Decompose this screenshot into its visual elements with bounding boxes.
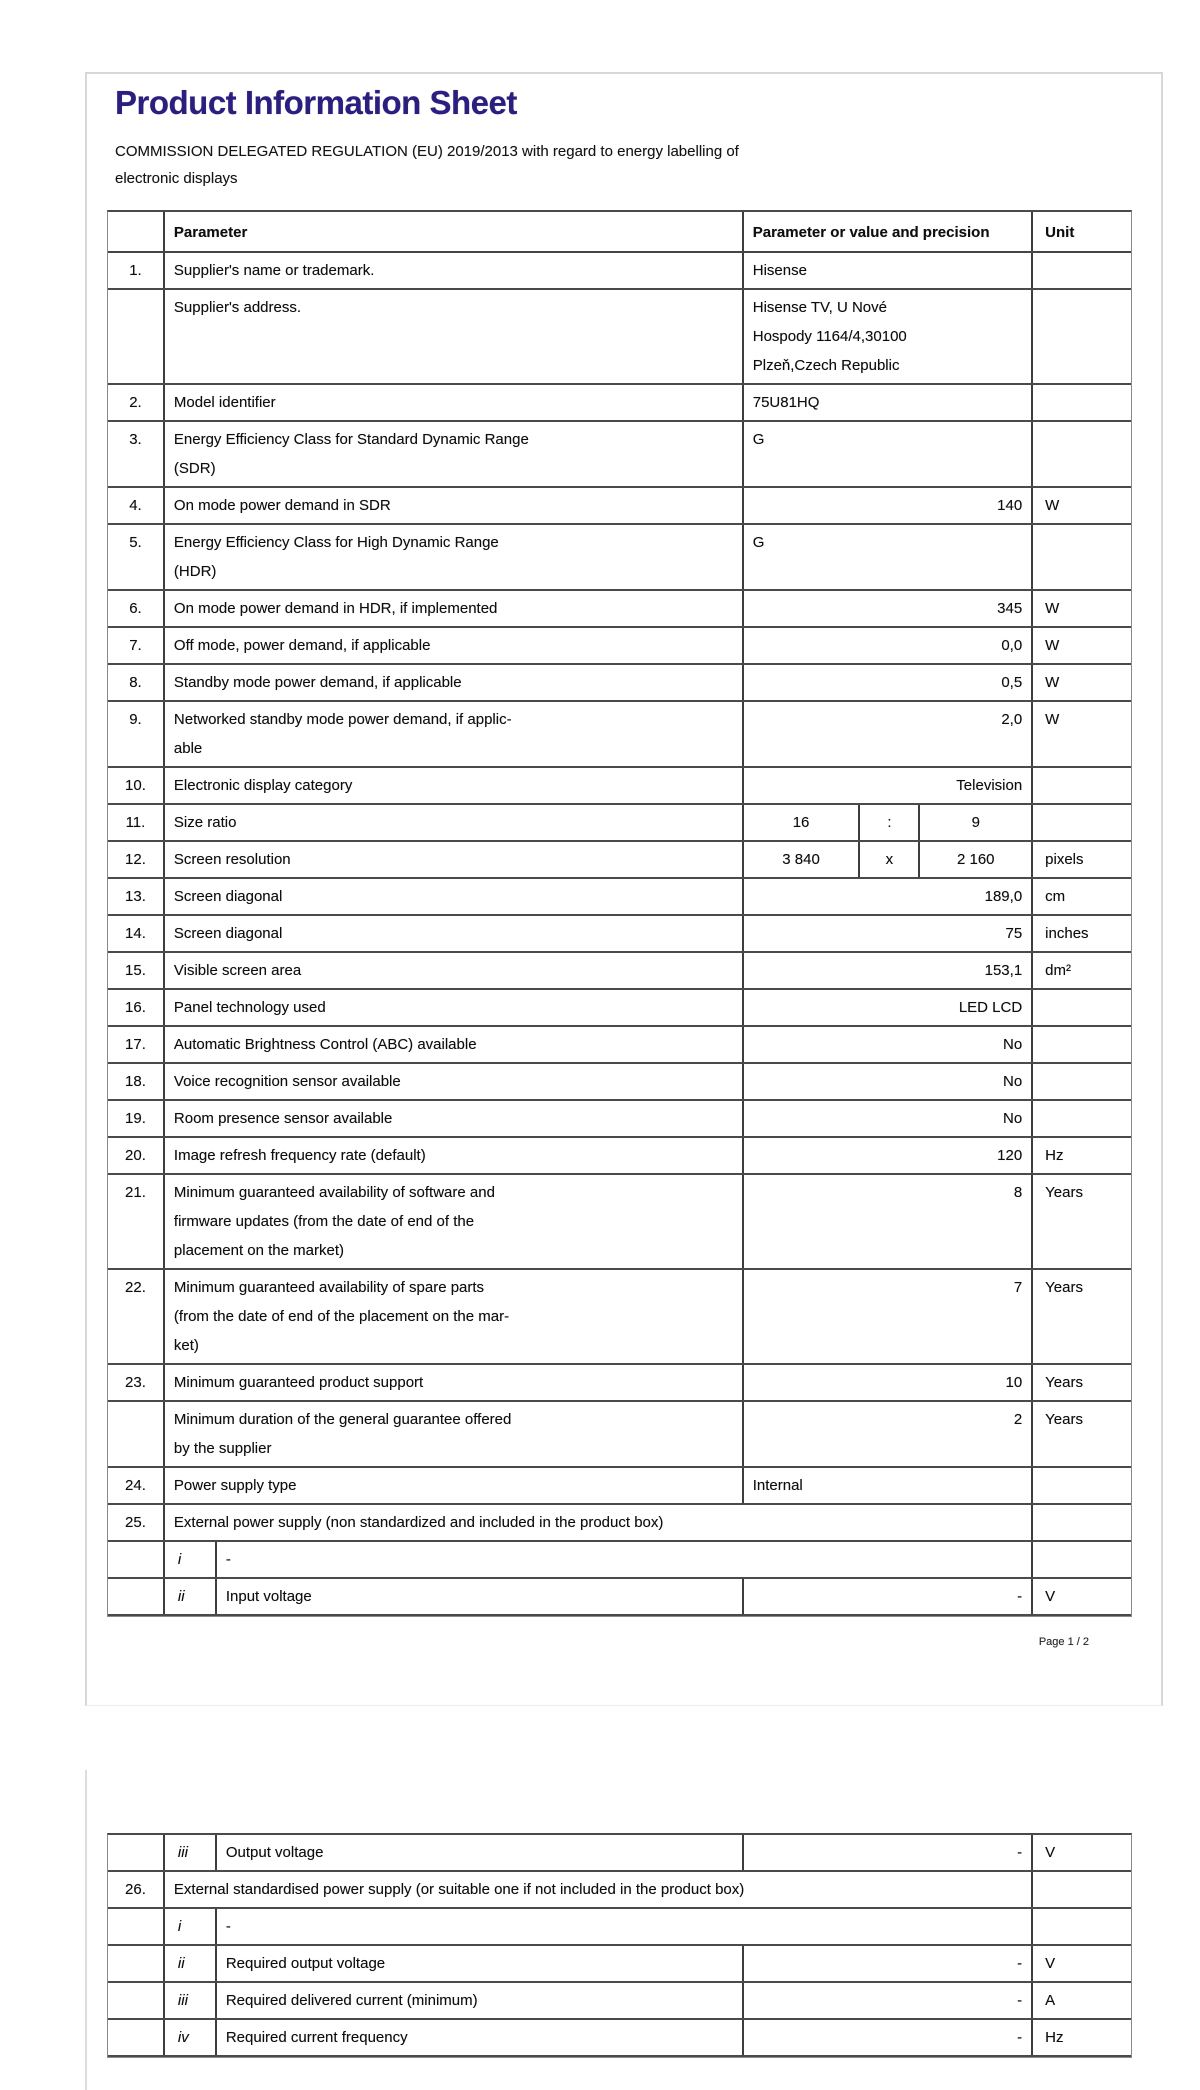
table-row: [108, 525, 1131, 591]
table-row: [108, 1505, 1131, 1542]
header-unit: Unit: [1031, 212, 1131, 251]
value-cell: LED LCD: [742, 990, 1031, 1025]
value-cell: No: [742, 1101, 1031, 1136]
unit-cell: Years: [1031, 1365, 1131, 1400]
row-number-cell: 3.: [129, 431, 142, 448]
product-info-table-page1: [107, 210, 1132, 1617]
row-number-cell: [108, 1579, 163, 1614]
table-row: [108, 2020, 1131, 2057]
table-row: [108, 488, 1131, 525]
table-row: [108, 1542, 1131, 1579]
row-number-cell: 1.: [129, 262, 142, 279]
table-row: [108, 385, 1131, 422]
value-cell: 189,0: [742, 879, 1031, 914]
table-row: [108, 1579, 1131, 1616]
value-cell: 3 840: [742, 842, 859, 877]
row-number-cell: [108, 1983, 163, 2018]
row-number-cell: 25.: [125, 1514, 146, 1531]
parameter-cell: -: [215, 1542, 1031, 1577]
value-cell: 75: [742, 916, 1031, 951]
value-cell: G: [742, 525, 1031, 589]
row-number-cell: 24.: [125, 1477, 146, 1494]
row-number-cell: [108, 1946, 163, 1981]
row-subnumber-cell: iii: [163, 1983, 215, 2018]
unit-cell: dm²: [1031, 953, 1131, 988]
header-parameter: Parameter: [163, 212, 742, 251]
value-cell: 0,5: [742, 665, 1031, 700]
row-number-cell: [108, 2020, 163, 2055]
parameter-cell: Off mode, power demand, if applicable: [163, 628, 742, 663]
row-number-cell: 16.: [125, 999, 146, 1016]
row-subnumber-cell: ii: [163, 1579, 215, 1614]
table-row: [108, 768, 1131, 805]
table-row: [108, 1175, 1131, 1270]
parameter-cell: Panel technology used: [163, 990, 742, 1025]
value-cell: -: [742, 1835, 1031, 1870]
header-number-cell: [108, 212, 163, 251]
table-row: [108, 290, 1131, 385]
value-cell: G: [742, 422, 1031, 486]
parameter-cell: Electronic display category: [163, 768, 742, 803]
parameter-cell: Visible screen area: [163, 953, 742, 988]
parameter-cell: Required current frequency: [215, 2020, 742, 2055]
value-cell: -: [742, 2020, 1031, 2055]
table-row: [108, 1138, 1131, 1175]
row-number-cell: [108, 290, 163, 383]
table-row: [108, 1872, 1131, 1909]
parameter-cell: -: [215, 1909, 1031, 1944]
table-row: [108, 591, 1131, 628]
unit-cell: [1031, 253, 1131, 288]
unit-cell: [1031, 1872, 1131, 1907]
value-cell: 7: [742, 1270, 1031, 1363]
unit-cell: [1031, 525, 1131, 589]
parameter-cell: Power supply type: [163, 1468, 742, 1503]
parameter-cell: Input voltage: [215, 1579, 742, 1614]
unit-cell: pixels: [1031, 842, 1131, 877]
unit-cell: W: [1031, 591, 1131, 626]
table-row: [108, 253, 1131, 290]
unit-cell: [1031, 1505, 1131, 1540]
unit-cell: Years: [1031, 1402, 1131, 1466]
parameter-cell: Supplier's name or trademark.: [163, 253, 742, 288]
table-row: [108, 805, 1131, 842]
table-row: [108, 1983, 1131, 2020]
table-row: [108, 1365, 1131, 1402]
row-number-cell: 23.: [125, 1374, 146, 1391]
row-number-cell: 9.: [129, 711, 142, 728]
row-number-cell: 15.: [125, 962, 146, 979]
unit-cell: [1031, 1542, 1131, 1577]
row-subnumber-cell: i: [163, 1909, 215, 1944]
regulation-subtitle: COMMISSION DELEGATED REGULATION (EU) 2019/2013 with regard to energy labelling of electronic displays: [115, 143, 739, 187]
table-row: [108, 702, 1131, 768]
unit-cell: [1031, 1027, 1131, 1062]
parameter-cell: Minimum guaranteed availability of software and firmware updates (from the date of end of the placement on the market): [163, 1175, 742, 1268]
unit-cell: [1031, 1468, 1131, 1503]
row-number-cell: 6.: [129, 600, 142, 617]
unit-cell: [1031, 768, 1131, 803]
unit-cell: [1031, 805, 1131, 840]
document-page-2: [85, 1770, 1163, 2090]
parameter-cell: Standby mode power demand, if applicable: [163, 665, 742, 700]
value-cell: 2: [742, 1402, 1031, 1466]
parameter-cell: Model identifier: [163, 385, 742, 420]
row-number-cell: [108, 1909, 163, 1944]
row-subnumber-cell: iv: [163, 2020, 215, 2055]
row-number-cell: 8.: [129, 674, 142, 691]
value-cell: 153,1: [742, 953, 1031, 988]
unit-cell: [1031, 422, 1131, 486]
value-cell: 75U81HQ: [742, 385, 1031, 420]
row-subnumber-cell: iii: [163, 1835, 215, 1870]
table-row: [108, 990, 1131, 1027]
table-row: [108, 1835, 1131, 1872]
parameter-cell: Required delivered current (minimum): [215, 1983, 742, 2018]
value-separator-cell: x: [858, 842, 918, 877]
unit-cell: V: [1031, 1946, 1131, 1981]
table-row: [108, 1946, 1131, 1983]
row-number-cell: 10.: [125, 777, 146, 794]
value-cell: 2 160: [918, 842, 1031, 877]
value-cell: -: [742, 1579, 1031, 1614]
parameter-cell: Minimum duration of the general guarantee offered by the supplier: [163, 1402, 742, 1466]
row-number-cell: 21.: [125, 1184, 146, 1201]
parameter-cell: Minimum guaranteed availability of spare parts (from the date of end of the placement on the mar- ket): [163, 1270, 742, 1363]
row-number-cell: 5.: [129, 534, 142, 551]
row-number-cell: 26.: [125, 1881, 146, 1898]
table-row: [108, 1027, 1131, 1064]
row-number-cell: 19.: [125, 1110, 146, 1127]
value-cell: 140: [742, 488, 1031, 523]
row-subnumber-cell: i: [163, 1542, 215, 1577]
row-number-cell: 13.: [125, 888, 146, 905]
unit-cell: Years: [1031, 1175, 1131, 1268]
row-number-cell: [108, 1402, 163, 1466]
unit-cell: [1031, 290, 1131, 383]
row-number-cell: [108, 1835, 163, 1870]
parameter-cell: Size ratio: [163, 805, 742, 840]
unit-cell: [1031, 1101, 1131, 1136]
row-number-cell: 11.: [125, 814, 146, 831]
table-row: [108, 1064, 1131, 1101]
row-number-cell: 14.: [125, 925, 146, 942]
value-cell: Hisense TV, U Nové Hospody 1164/4,30100 Plzeň,Czech Republic: [742, 290, 1031, 383]
parameter-cell: Voice recognition sensor available: [163, 1064, 742, 1099]
value-cell: Internal: [742, 1468, 1031, 1503]
value-cell: 2,0: [742, 702, 1031, 766]
unit-cell: V: [1031, 1579, 1131, 1614]
unit-cell: V: [1031, 1835, 1131, 1870]
value-separator-cell: :: [858, 805, 918, 840]
value-cell: 0,0: [742, 628, 1031, 663]
header-value: Parameter or value and precision: [742, 212, 1031, 251]
unit-cell: Hz: [1031, 2020, 1131, 2055]
row-number-cell: 18.: [125, 1073, 146, 1090]
parameter-cell: On mode power demand in SDR: [163, 488, 742, 523]
parameter-cell: Required output voltage: [215, 1946, 742, 1981]
unit-cell: W: [1031, 665, 1131, 700]
parameter-cell: Image refresh frequency rate (default): [163, 1138, 742, 1173]
row-number-cell: 20.: [125, 1147, 146, 1164]
row-number-cell: 2.: [129, 394, 142, 411]
table-row: [108, 1101, 1131, 1138]
unit-cell: Years: [1031, 1270, 1131, 1363]
parameter-cell: External standardised power supply (or suitable one if not included in the product box): [163, 1872, 1031, 1907]
row-subnumber-cell: ii: [163, 1946, 215, 1981]
table-row: [108, 628, 1131, 665]
unit-cell: Hz: [1031, 1138, 1131, 1173]
unit-cell: [1031, 1909, 1131, 1944]
table-row: [108, 665, 1131, 702]
parameter-cell: Output voltage: [215, 1835, 742, 1870]
value-cell: -: [742, 1946, 1031, 1981]
unit-cell: W: [1031, 628, 1131, 663]
unit-cell: [1031, 385, 1131, 420]
row-number-cell: 4.: [129, 497, 142, 514]
value-cell: 16: [742, 805, 859, 840]
table-row: [108, 842, 1131, 879]
unit-cell: W: [1031, 488, 1131, 523]
table-row: [108, 1270, 1131, 1365]
document-page-1: [85, 72, 1163, 1706]
unit-cell: [1031, 1064, 1131, 1099]
parameter-cell: Screen resolution: [163, 842, 742, 877]
value-cell: 120: [742, 1138, 1031, 1173]
parameter-cell: Screen diagonal: [163, 879, 742, 914]
row-number-cell: [108, 1542, 163, 1577]
value-cell: No: [742, 1027, 1031, 1062]
page-number: Page 1 / 2: [1038, 1636, 1089, 1648]
value-cell: -: [742, 1983, 1031, 2018]
value-cell: No: [742, 1064, 1031, 1099]
parameter-cell: On mode power demand in HDR, if implemented: [163, 591, 742, 626]
value-cell: 8: [742, 1175, 1031, 1268]
row-number-cell: 7.: [129, 637, 142, 654]
table-row: [108, 1402, 1131, 1468]
value-cell: 9: [918, 805, 1031, 840]
parameter-cell: Automatic Brightness Control (ABC) available: [163, 1027, 742, 1062]
unit-cell: A: [1031, 1983, 1131, 2018]
parameter-cell: Screen diagonal: [163, 916, 742, 951]
table-row: [108, 1468, 1131, 1505]
table-header-row: [108, 212, 1131, 253]
unit-cell: [1031, 990, 1131, 1025]
unit-cell: cm: [1031, 879, 1131, 914]
table-row: [108, 916, 1131, 953]
value-cell: 10: [742, 1365, 1031, 1400]
row-number-cell: 12.: [125, 851, 146, 868]
parameter-cell: Energy Efficiency Class for High Dynamic Range (HDR): [163, 525, 742, 589]
parameter-cell: Minimum guaranteed product support: [163, 1365, 742, 1400]
unit-cell: W: [1031, 702, 1131, 766]
row-number-cell: 22.: [125, 1279, 146, 1296]
parameter-cell: External power supply (non standardized and included in the product box): [163, 1505, 1031, 1540]
table-row: [108, 879, 1131, 916]
row-number-cell: 17.: [125, 1036, 146, 1053]
value-cell: Television: [742, 768, 1031, 803]
parameter-cell: Energy Efficiency Class for Standard Dynamic Range (SDR): [163, 422, 742, 486]
table-row: [108, 1909, 1131, 1946]
unit-cell: inches: [1031, 916, 1131, 951]
table-row: [108, 953, 1131, 990]
value-cell: 345: [742, 591, 1031, 626]
table-row: [108, 422, 1131, 488]
parameter-cell: Networked standby mode power demand, if applic- able: [163, 702, 742, 766]
product-info-table-page2: [107, 1833, 1132, 2058]
value-cell: Hisense: [742, 253, 1031, 288]
page-title: Product Information Sheet: [115, 84, 517, 121]
parameter-cell: Room presence sensor available: [163, 1101, 742, 1136]
parameter-cell: Supplier's address.: [163, 290, 742, 383]
